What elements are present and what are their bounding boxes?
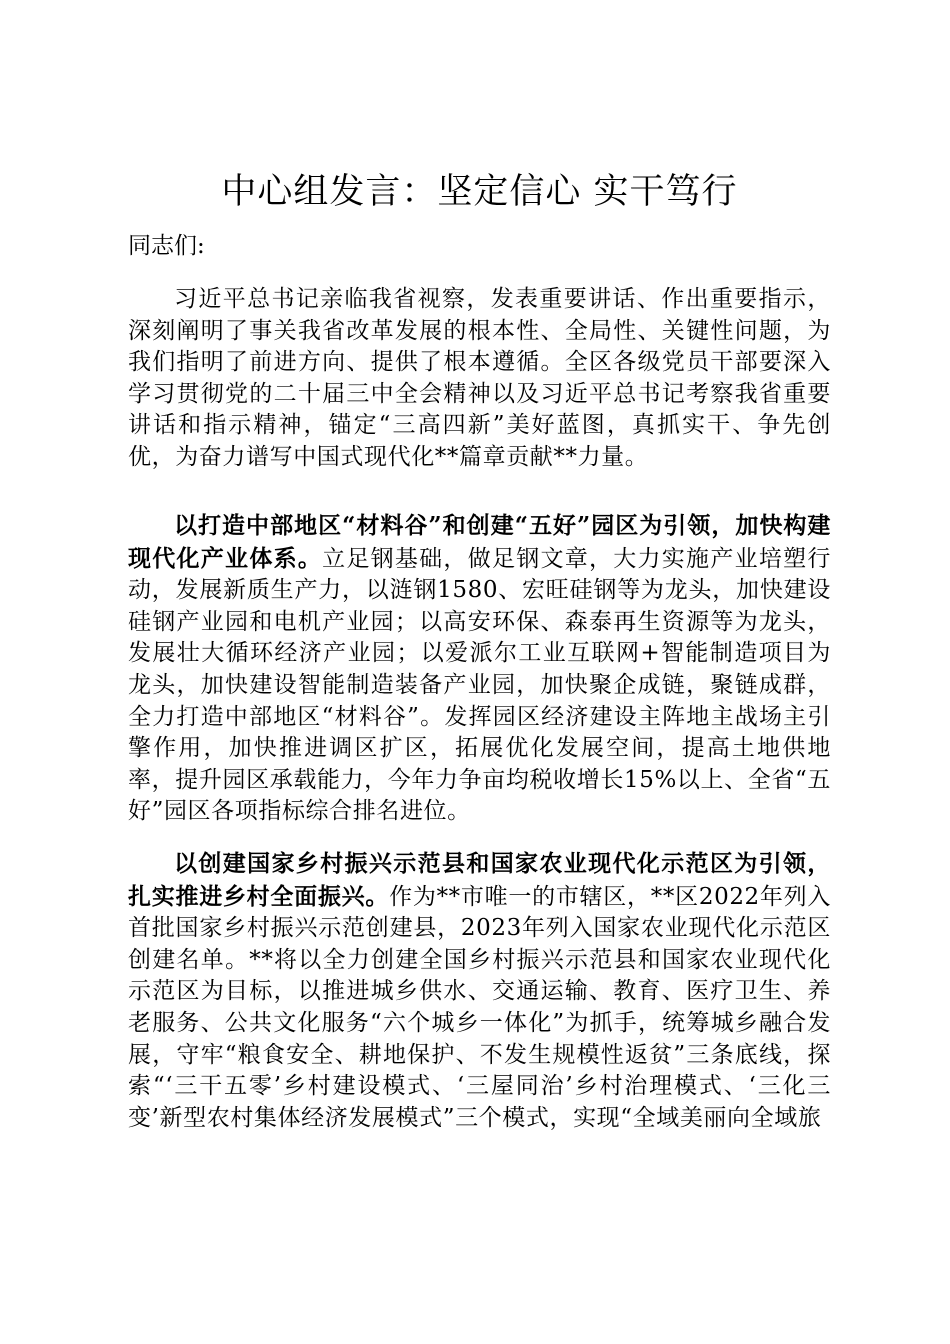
- paragraph-body: 习近平总书记亲临我省视察，发表重要讲话、作出重要指示，深刻阐明了事关我省改革发展的根本性、全局性、关键性问题，为我们指明了前进方向、提供了根本遵循。全区各级党员干部要深入学习贯彻党的二十届三中全会精神以及习近平总书记考察我省重要讲话和指示精神，锚定“三高四新”美好蓝图，真抓实干、争先创优，为奋力谱写中国式现代化**篇章贡献**力量。: [128, 286, 831, 470]
- paragraph-body: 作为**市唯一的市辖区，**区2022年列入首批国家乡村振兴示范创建县，2023年列入国家农业现代化示范区创建名单。**将以全力创建全国乡村振兴示范县和国家农业现代化示范区为目标，以推进城乡供水、交通运输、教育、医疗卫生、养老服务、公共文化服务“六个城乡一体化”为抓手，统筹城乡融合发展，守牢“粮食安全、耕地保护、不发生规模性返贫”三条底线，探索“‘三干五零’乡村建设模式、‘三屋同治’乡村治理模式、‘三化三变’新型农村集体经济发展模式”三个模式，实现“全域美丽向全域旅: [128, 883, 831, 1131]
- paragraph-intro: [128, 284, 831, 474]
- paragraph-industry: [128, 510, 831, 828]
- salutation: 同志们:: [128, 233, 205, 259]
- document-page: [128, 0, 831, 1344]
- paragraph-lead: 以创建国家乡村振兴示范县和国家农业现代化示范区为引领，扎实推进乡村全面振兴。: [128, 850, 831, 910]
- paragraph-rural: [128, 848, 831, 1134]
- document-title: 中心组发言：坚定信心 实干笃行: [221, 172, 738, 212]
- paragraph-body: 立足钢基础，做足钢文章，大力实施产业培塑行动，发展新质生产力，以涟钢1580、宏旺硅钢等为龙头，加快建设硅钢产业园和电机产业园；以高安环保、森泰再生资源等为龙头，发展壮大循环经济产业园；以爱派尔工业互联网+智能制造项目为龙头，加快建设智能制造装备产业园，加快聚企成链，聚链成群，全力打造中部地区“材料谷”。发挥园区经济建设主阵地主战场主引擎作用，加快推进调区扩区，拓展优化发展空间，提高土地供地率，提升园区承载能力，今年力争亩均税收增长15%以上、全省“五好”园区各项指标综合排名进位。: [128, 545, 831, 825]
- paragraph-lead: 以打造中部地区“材料谷”和创建“五好”园区为引领，加快构建现代化产业体系。: [128, 512, 831, 572]
